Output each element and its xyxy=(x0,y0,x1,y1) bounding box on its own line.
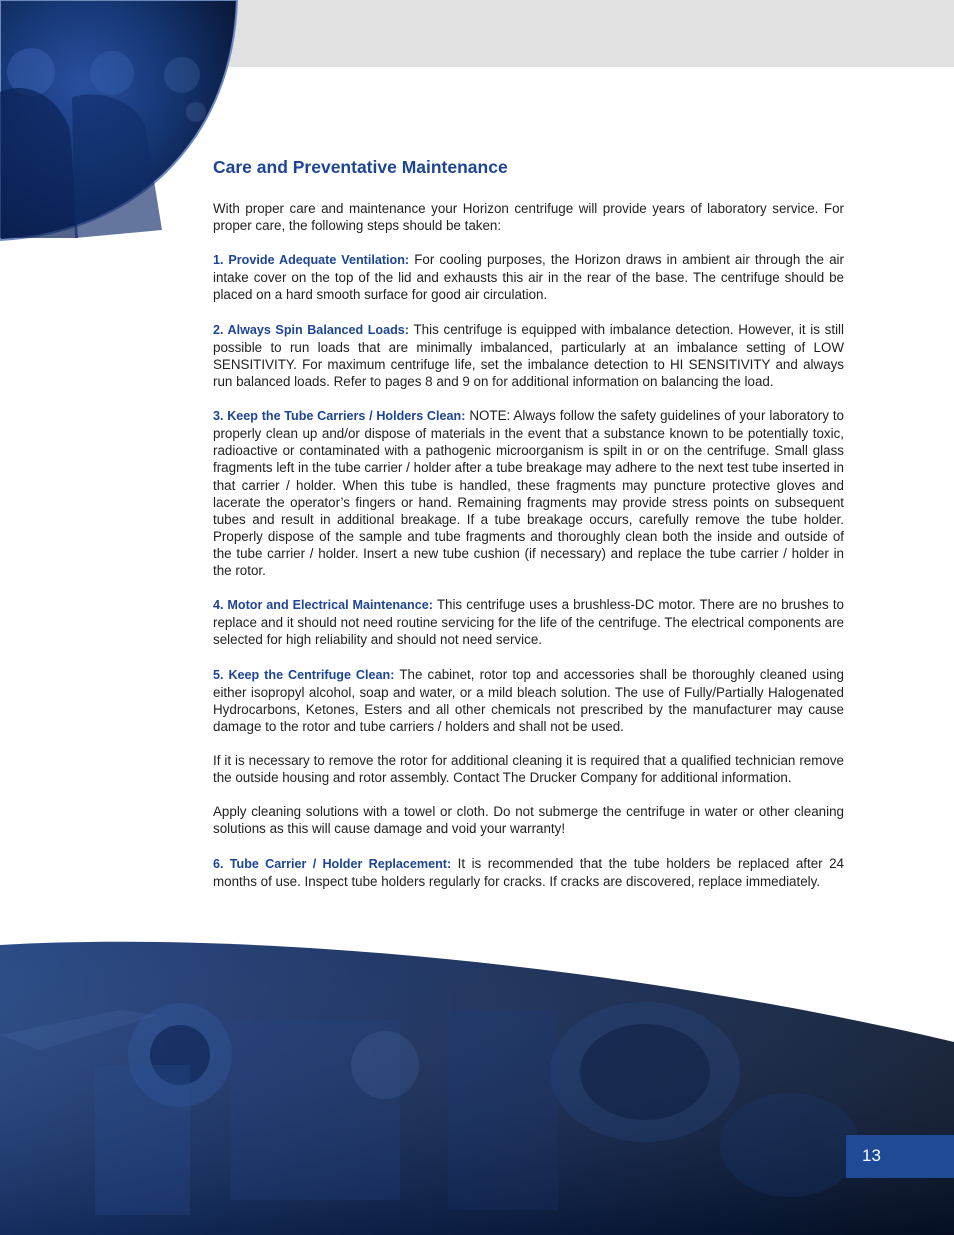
section-heading: 3. Keep the Tube Carriers / Holders Clean: xyxy=(213,409,466,424)
section-text: The cabinet, rotor top and accessories shall be thoroughly cleaned using either isopropyl alcohol, soap and water, or a mild bleach solution. The use of Fully/Partially Halogenated Hydrocarbons, Ketones, Esters and all other chemicals not prescribed by the manufacturer may cause damage to the rotor and tube carriers / holders and shall not be used. xyxy=(213,666,844,734)
section-balanced-loads xyxy=(213,321,844,390)
section-heading: 2. Always Spin Balanced Loads: xyxy=(213,322,409,337)
section-heading: 1. Provide Adequate Ventilation: xyxy=(213,253,410,268)
section-text: NOTE: Always follow the safety guidelines of your laboratory to properly clean up and/or dispose of materials in the event that a substance known to be potentially toxic, radioactive or contaminated with a pathogenic microorganism is spilt in or on the centrifuge. Small glass fragments left in the tube carrier / holder after a tube breakage may adhere to the next test tube inserted in that carrier / holder. When this tube is handled, these fragments may puncture protective gloves and lacerate the operator’s fingers or hand. Remaining fragments may provide stress points on subsequent tubes and result in additional breakage. If a tube breakage occurs, carefully remove the tube holder. Properly dispose of the sample and tube fragments and thoroughly clean both the inside and outside of the tube carrier / holder. Insert a new tube cushion (if necessary) and replace the tube carrier / holder in the rotor. xyxy=(213,408,844,578)
section-text: This centrifuge uses a brushless-DC motor. There are no brushes to replace and it should not need routine servicing for the life of the centrifuge. The electrical components are selected for high reliability and should not need service. xyxy=(213,597,844,648)
page-number-box xyxy=(846,1135,954,1178)
section-text: This centrifuge is equipped with imbalance detection. However, it is still possible to run loads that are minimally imbalanced, particularly at an imbalance setting of LOW SENSITIVITY. For maximum centrifuge life, set the imbalance detection to HI SENSITIVITY and always run balanced loads. Refer to pages 8 and 9 on for additional information on balancing the load. xyxy=(213,321,844,389)
section-heading: 5. Keep the Centrifuge Clean: xyxy=(213,667,395,682)
section-text: For cooling purposes, the Horizon draws in ambient air through the air intake cover on the top of the lid and exhausts this air in the rear of the base. The centrifuge should be placed on a hard smooth surface for good air circulation. xyxy=(213,252,844,303)
section-ventilation xyxy=(213,251,844,303)
section-text: It is recommended that the tube holders be replaced after 24 months of use. Inspect tube holders regularly for cracks. If cracks are discovered, replace immediately. xyxy=(213,855,844,889)
section-tube-carriers xyxy=(213,407,844,579)
section-heading: 4. Motor and Electrical Maintenance: xyxy=(213,598,433,613)
rotor-removal-note: If it is necessary to remove the rotor for additional cleaning it is required that a qualified technician remove the outside housing and rotor assembly. Contact The Drucker Company for additional information. xyxy=(213,753,844,786)
page-title: Care and Preventative Maintenance xyxy=(213,157,508,177)
maintenance-content xyxy=(213,156,844,907)
bottom-machinery-photo xyxy=(0,940,954,1235)
top-left-photo xyxy=(0,0,240,245)
cleaning-solution-note: Apply cleaning solutions with a towel or cloth. Do not submerge the centrifuge in water or other cleaning solutions as this will cause damage and void your warranty! xyxy=(213,804,844,837)
section-clean xyxy=(213,666,844,735)
intro-paragraph: With proper care and maintenance your Horizon centrifuge will provide years of laboratory service. For proper care, the following steps should be taken: xyxy=(213,201,844,234)
page-number: 13 xyxy=(862,1146,881,1165)
section-heading: 6. Tube Carrier / Holder Replacement: xyxy=(213,856,452,871)
section-holder-replacement xyxy=(213,855,844,890)
section-motor xyxy=(213,596,844,648)
